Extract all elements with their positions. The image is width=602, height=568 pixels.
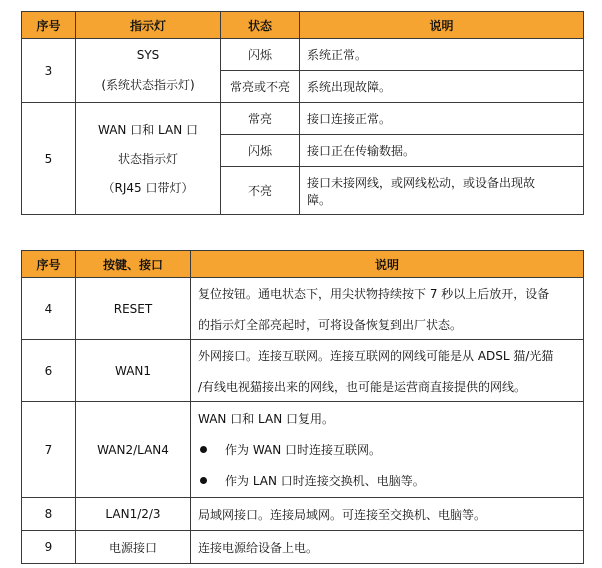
row-number: 5 <box>22 103 76 215</box>
row-number: 6 <box>22 340 76 402</box>
indicator-name-line: SYS <box>136 48 160 62</box>
port-name: RESET <box>76 278 191 340</box>
header-description: 说明 <box>191 251 584 278</box>
description-line: /有线电视猫接出来的网线，也可能是运营商直接提供的网线。 <box>198 379 527 394</box>
state-cell: 闪烁 <box>221 135 300 167</box>
row-number: 3 <box>22 39 76 103</box>
header-no: 序号 <box>22 251 76 278</box>
indicator-table-header <box>22 12 584 39</box>
indicator-name-line: WAN 口和 LAN 口 <box>98 123 198 137</box>
indicator-table <box>21 11 584 215</box>
bullet-text: 作为 LAN 口时连接交换机、电脑等。 <box>225 474 425 488</box>
port-name: LAN1/2/3 <box>76 498 191 531</box>
bullet-item <box>198 441 577 458</box>
description-cell <box>300 167 584 215</box>
ports-table-header <box>22 251 584 278</box>
state-cell: 闪烁 <box>221 39 300 71</box>
description-cell: 系统正常。 <box>300 39 584 71</box>
table-row <box>22 39 584 71</box>
state-cell: 常亮 <box>221 103 300 135</box>
table-row <box>22 103 584 135</box>
ports-table <box>21 250 584 564</box>
state-cell: 不亮 <box>221 167 300 215</box>
indicator-name-line: 状态指示灯 <box>117 152 178 166</box>
bullet-text: 作为 WAN 口时连接互联网。 <box>225 443 382 457</box>
description-cell <box>191 340 584 402</box>
header-no: 序号 <box>22 12 76 39</box>
header-state: 状态 <box>221 12 300 39</box>
table-row <box>22 278 584 340</box>
description-line: 外网接口。连接互联网。连接互联网的网线可能是从 ADSL 猫/光猫 <box>198 348 554 363</box>
indicator-name <box>76 39 221 103</box>
indicator-name-line: (系统状态指示灯) <box>101 78 195 92</box>
header-button-port: 按键、接口 <box>76 251 191 278</box>
description-line: 的指示灯全部亮起时，可将设备恢复到出厂状态。 <box>198 317 463 332</box>
description-cell <box>191 278 584 340</box>
row-number: 4 <box>22 278 76 340</box>
bullet-icon <box>200 446 207 453</box>
description-line: 接口未接网线，或网线松动，或设备出现故 <box>307 175 536 190</box>
row-number: 7 <box>22 402 76 498</box>
table-row <box>22 340 584 402</box>
row-number: 8 <box>22 498 76 531</box>
description-cell: 接口正在传输数据。 <box>300 135 584 167</box>
table-row <box>22 531 584 564</box>
header-indicator: 指示灯 <box>76 12 221 39</box>
table-row <box>22 498 584 531</box>
table-row <box>22 402 584 498</box>
bullet-item <box>198 472 577 489</box>
description-cell: 系统出现故障。 <box>300 71 584 103</box>
row-number: 9 <box>22 531 76 564</box>
description-cell: 连接电源给设备上电。 <box>191 531 584 564</box>
indicator-name <box>76 103 221 215</box>
description-line: WAN 口和 LAN 口复用。 <box>198 412 334 426</box>
state-cell: 常亮或不亮 <box>221 71 300 103</box>
description-cell <box>191 402 584 498</box>
header-description: 说明 <box>300 12 584 39</box>
bullet-icon <box>200 477 207 484</box>
description-cell: 局域网接口。连接局域网。可连接至交换机、电脑等。 <box>191 498 584 531</box>
description-line: 障。 <box>307 192 332 207</box>
description-line: 复位按钮。通电状态下，用尖状物持续按下 7 秒以上后放开，设备 <box>198 286 550 301</box>
port-name: 电源接口 <box>76 531 191 564</box>
port-name: WAN1 <box>76 340 191 402</box>
indicator-name-line: （RJ45 口带灯） <box>102 181 194 195</box>
port-name: WAN2/LAN4 <box>76 402 191 498</box>
description-cell: 接口连接正常。 <box>300 103 584 135</box>
